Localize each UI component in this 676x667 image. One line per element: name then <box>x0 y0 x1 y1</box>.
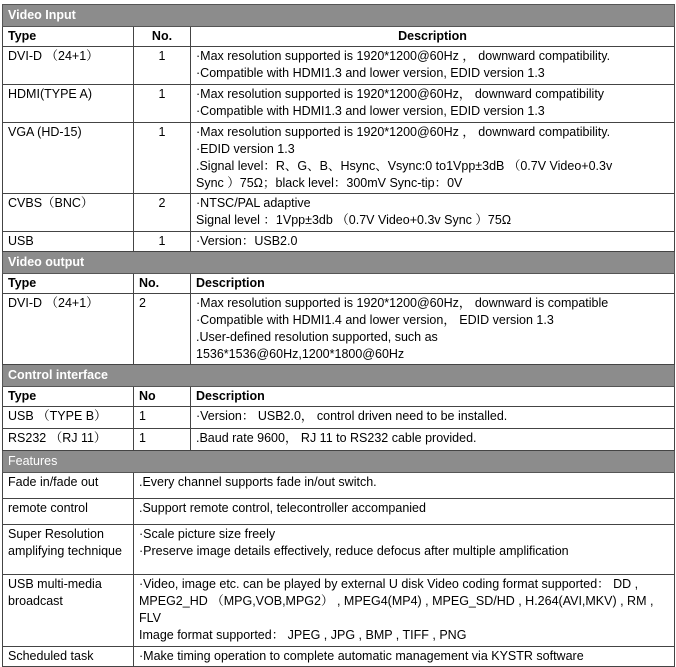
description-line: ·EDID version 1.3 <box>196 142 295 156</box>
column-header-description: Description <box>191 387 675 407</box>
feature-row <box>3 647 675 667</box>
description-line: ·Version： USB2.0， control driven need to be installed. <box>196 409 508 423</box>
port-count: 1 <box>134 85 191 123</box>
interface-type: HDMI(TYPE A) <box>3 85 134 123</box>
control_interface-column-headers <box>3 387 675 407</box>
description-cell <box>191 294 675 365</box>
port-count: 2 <box>134 294 191 365</box>
spec-table <box>2 4 675 667</box>
description-cell <box>191 407 675 429</box>
table-row <box>3 85 675 123</box>
interface-type: USB <box>3 232 134 252</box>
feature-name: Fade in/fade out <box>3 473 134 499</box>
description-line: ·Max resolution supported is 1920*1200@60Hz， downward compatibility <box>196 87 605 101</box>
description-line: ·Version：USB2.0 <box>196 234 298 248</box>
feature-description-line: ·Scale picture size freely <box>139 527 276 541</box>
table-row <box>3 47 675 85</box>
description-line: Signal level ：1Vpp±3db （0.7V Video+0.3v Sync ）75Ω <box>196 213 512 227</box>
port-count: 1 <box>134 429 191 451</box>
video_output-column-headers <box>3 274 675 294</box>
feature-name: remote control <box>3 499 134 525</box>
port-count: 1 <box>134 407 191 429</box>
description-line: ·Compatible with HDMI1.3 and lower version, EDID version 1.3 <box>196 104 545 118</box>
interface-type: VGA (HD-15) <box>3 123 134 194</box>
column-header-type: Type <box>3 27 134 47</box>
column-header-description: Description <box>191 27 675 47</box>
feature-description-line: Image format supported： JPEG , JPG , BMP , TIFF , PNG <box>139 628 467 642</box>
description-line: ·NTSC/PAL adaptive <box>196 196 311 210</box>
feature-name: USB multi-media broadcast <box>3 575 134 647</box>
column-header-type: Type <box>3 387 134 407</box>
table-row <box>3 194 675 232</box>
feature-row <box>3 473 675 499</box>
description-cell <box>191 85 675 123</box>
table-row <box>3 123 675 194</box>
video_input-column-headers <box>3 27 675 47</box>
port-count: 1 <box>134 47 191 85</box>
feature-description <box>134 575 675 647</box>
description-line: ·Max resolution supported is 1920*1200@60Hz ， downward compatibility. <box>196 125 611 139</box>
column-header-type: Type <box>3 274 134 294</box>
interface-type: DVI-D （24+1） <box>3 294 134 365</box>
description-cell <box>191 232 675 252</box>
feature-description <box>134 499 675 525</box>
description-cell <box>191 123 675 194</box>
interface-type: RS232 （RJ 11） <box>3 429 134 451</box>
table-row <box>3 232 675 252</box>
description-cell <box>191 194 675 232</box>
feature-name: Super Resolution amplifying technique <box>3 525 134 575</box>
description-cell <box>191 429 675 451</box>
table-row <box>3 429 675 451</box>
feature-description-line: .Every channel supports fade in/out switch. <box>139 475 377 489</box>
description-line: Sync ）75Ω；black level：300mV Sync-tip：0V <box>196 176 463 190</box>
description-line: .User-defined resolution supported, such as <box>196 330 438 344</box>
feature-description-line: ·Video, image etc. can be played by external U disk Video coding format supported： DD , <box>139 577 639 591</box>
feature-description-line: FLV <box>139 611 161 625</box>
description-line: 1536*1536@60Hz,1200*1800@60Hz <box>196 347 405 361</box>
port-count: 2 <box>134 194 191 232</box>
features-section-header <box>3 451 675 473</box>
description-line: .Baud rate 9600， RJ 11 to RS232 cable provided. <box>196 431 477 445</box>
feature-description <box>134 473 675 499</box>
video_output-section-header <box>3 252 675 274</box>
section-title: Video Input <box>3 5 675 27</box>
spec-table-body <box>3 5 675 667</box>
feature-row <box>3 499 675 525</box>
description-line: .Signal level：R、G、B、Hsync、Vsync:0 to1Vpp±3dB （0.7V Video+0.3v <box>196 159 613 173</box>
table-row <box>3 407 675 429</box>
description-cell <box>191 47 675 85</box>
interface-type: DVI-D （24+1） <box>3 47 134 85</box>
feature-description-line: ·Make timing operation to complete automatic management via KYSTR software <box>139 649 584 663</box>
port-count: 1 <box>134 232 191 252</box>
section-title: Control interface <box>3 365 675 387</box>
column-header-description: Description <box>191 274 675 294</box>
section-title: Features <box>3 451 675 473</box>
interface-type: CVBS（BNC） <box>3 194 134 232</box>
feature-row <box>3 525 675 575</box>
feature-description-line: ·Preserve image details effectively, reduce defocus after multiple amplification <box>139 544 569 558</box>
feature-row <box>3 575 675 647</box>
column-header-no: No <box>134 387 191 407</box>
feature-description-line: .Support remote control, telecontroller accompanied <box>139 501 426 515</box>
feature-name: Scheduled task <box>3 647 134 667</box>
description-line: ·Compatible with HDMI1.4 and lower version， EDID version 1.3 <box>196 313 554 327</box>
column-header-no: No. <box>134 27 191 47</box>
feature-description <box>134 525 675 575</box>
control_interface-section-header <box>3 365 675 387</box>
description-line: ·Max resolution supported is 1920*1200@60Hz， downward is compatible <box>196 296 609 310</box>
interface-type: USB （TYPE B） <box>3 407 134 429</box>
description-line: ·Max resolution supported is 1920*1200@60Hz ， downward compatibility. <box>196 49 611 63</box>
port-count: 1 <box>134 123 191 194</box>
video_input-section-header <box>3 5 675 27</box>
section-title: Video output <box>3 252 675 274</box>
feature-description-line: MPEG2_HD （MPG,VOB,MPG2） , MPEG4(MP4) , MPEG_SD/HD , H.264(AVI,MKV) , RM , <box>139 594 654 608</box>
table-row <box>3 294 675 365</box>
description-line: ·Compatible with HDMI1.3 and lower version, EDID version 1.3 <box>196 66 545 80</box>
column-header-no: No. <box>134 274 191 294</box>
feature-description <box>134 647 675 667</box>
